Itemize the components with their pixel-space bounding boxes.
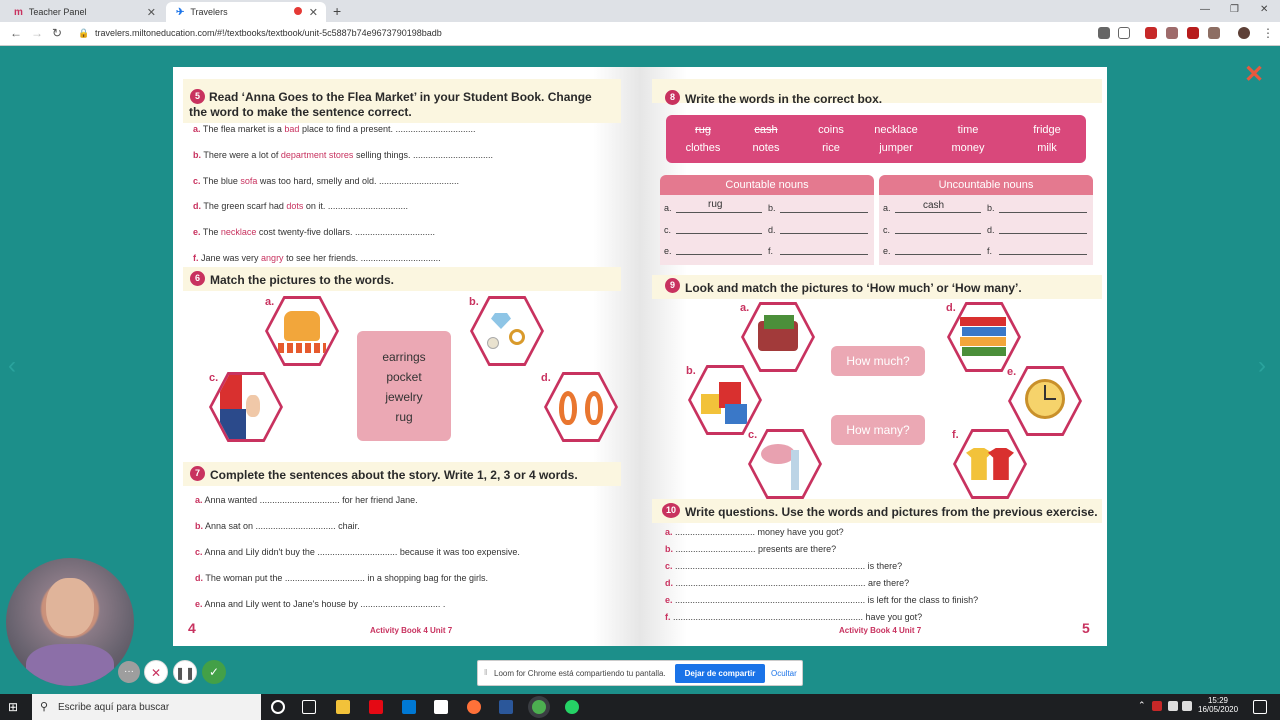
picture-label: a. <box>740 302 750 314</box>
answer-line <box>999 233 1087 234</box>
bank-word: necklace <box>874 124 918 136</box>
reload-icon[interactable]: ↻ <box>52 26 63 40</box>
notifications-icon[interactable] <box>1253 700 1267 714</box>
next-page-icon[interactable]: › <box>1258 352 1266 379</box>
mail-icon[interactable] <box>402 700 416 714</box>
question-line: b. ................................ presents are there? <box>665 544 837 554</box>
question-line: a. ................................ money have you got? <box>665 527 844 537</box>
answer-line <box>676 212 762 213</box>
extension-icon[interactable] <box>1187 27 1199 39</box>
exercise-title: Write the words in the correct box. <box>685 92 883 106</box>
avatar[interactable] <box>1238 27 1250 39</box>
exercise-title: Match the pictures to the words. <box>210 273 395 287</box>
left-page <box>173 67 640 646</box>
exercise-title: Read ‘Anna Goes to the Flea Market’ in your Student Book. Change the word to make the sentence correct. <box>189 90 592 119</box>
how-much-box: How much? <box>831 346 925 376</box>
previous-page-icon[interactable]: ‹ <box>8 352 16 379</box>
firefox-icon[interactable] <box>467 700 481 714</box>
tray-icon[interactable] <box>1152 701 1162 711</box>
netflix-icon[interactable] <box>369 700 383 714</box>
exercise-number: 10 <box>662 503 680 518</box>
answer-letter: a. <box>664 203 672 213</box>
address-bar <box>0 22 1280 46</box>
armchair-picture <box>265 296 339 366</box>
bank-word: coins <box>818 124 844 136</box>
bank-word: fridge <box>1033 124 1061 136</box>
question-line: c. ............................................................................ is there? <box>665 561 903 571</box>
answer-line <box>895 233 981 234</box>
answer-letter: e. <box>664 246 672 256</box>
word-item: rug <box>395 410 413 424</box>
countable-nouns-table <box>660 175 874 265</box>
webcam-face <box>46 578 94 636</box>
sentence-line: e. The necklace cost twenty-five dollars. ................................ <box>193 227 435 237</box>
extension-icon[interactable] <box>1166 27 1178 39</box>
picture-label: c. <box>209 372 219 384</box>
answer-letter: b. <box>987 203 995 213</box>
security-icon[interactable] <box>434 700 448 714</box>
windows-start-icon[interactable]: ⊞ <box>8 700 19 714</box>
windows-taskbar <box>0 694 1280 720</box>
tab-bar <box>0 0 1280 22</box>
bank-word: jumper <box>879 142 913 154</box>
textbook-spread <box>173 67 1107 646</box>
close-tab-icon[interactable]: ✕ <box>146 7 156 19</box>
question-line: e. ............................................................................ is left for the class to finish? <box>665 595 979 605</box>
bank-word: rug <box>695 124 711 136</box>
answer-line <box>999 212 1087 213</box>
taskbar-clock[interactable] <box>1198 696 1238 714</box>
wallet-picture <box>741 302 815 372</box>
sentence-line: d. The green scarf had dots on it. ................................ <box>193 201 408 211</box>
word-item: pocket <box>386 370 422 384</box>
picture-label: b. <box>469 296 479 308</box>
clock-date: 16/05/2020 <box>1198 705 1239 714</box>
picture-label: a. <box>265 296 275 308</box>
network-icon[interactable] <box>1182 701 1192 711</box>
maximize-icon[interactable]: ❐ <box>1230 4 1239 15</box>
answer-line <box>780 254 868 255</box>
bank-word: rice <box>822 142 840 154</box>
new-tab-icon[interactable]: + <box>333 3 342 19</box>
answer-line <box>676 233 762 234</box>
recording-icon <box>294 7 302 15</box>
question-line: d. ............................................................................ are there? <box>665 578 910 588</box>
exercise-title: Look and match the pictures to ‘How much’ or ‘How many’. <box>685 281 1022 295</box>
answer-line <box>780 233 868 234</box>
chevron-up-icon[interactable]: ⌃ <box>1138 700 1146 710</box>
sentence-line: a. The flea market is a bad place to find a present. ................................ <box>193 124 476 134</box>
page-footer: Activity Book 4 Unit 7 <box>370 626 453 635</box>
word-box <box>357 331 451 441</box>
clock-picture <box>1008 366 1082 436</box>
water-picture <box>748 429 822 499</box>
bank-word: notes <box>752 142 780 154</box>
word-icon[interactable] <box>499 700 513 714</box>
bank-word: money <box>951 142 985 154</box>
picture-label: f. <box>952 429 959 441</box>
viewer-page <box>0 46 1280 694</box>
dropbox-icon[interactable] <box>1168 701 1178 711</box>
sentence-line: f. Jane was very angry to see her friends. ................................ <box>193 253 441 263</box>
exercise-number: 8 <box>665 90 680 105</box>
picture-label: d. <box>541 372 551 384</box>
forward-icon[interactable]: → <box>31 26 43 40</box>
cancel-recording-icon[interactable]: ✕ <box>144 660 168 684</box>
exercise-title: Write questions. Use the words and pictures from the previous exercise. <box>685 505 1098 519</box>
jewelry-picture <box>470 296 544 366</box>
more-icon[interactable]: ··· <box>118 661 140 683</box>
tab-label: Travelers <box>190 7 228 17</box>
answer-text: rug <box>708 199 723 210</box>
page-number: 4 <box>188 620 196 636</box>
lock-icon: 🔒 <box>78 28 90 38</box>
tab-travelers[interactable] <box>166 2 326 22</box>
loom-message: Loom for Chrome está compartiendo tu pantalla. <box>494 669 666 678</box>
answer-letter: a. <box>883 203 891 213</box>
right-page <box>640 67 1107 646</box>
answer-letter: f. <box>987 246 993 256</box>
m-logo-icon: m <box>14 6 23 18</box>
answer-line <box>895 212 981 213</box>
answer-letter: b. <box>768 203 776 213</box>
taskbar-search[interactable] <box>32 694 261 720</box>
presents-picture <box>688 365 762 435</box>
close-tab-icon[interactable]: ✕ <box>308 7 318 19</box>
travelers-logo-icon: ✈ <box>176 6 185 18</box>
tab-teacher-panel[interactable] <box>4 2 164 22</box>
exercise-title: Complete the sentences about the story. Write 1, 2, 3 or 4 words. <box>210 468 578 482</box>
table-header: Countable nouns <box>660 175 874 195</box>
books-picture <box>947 302 1021 372</box>
bank-word: milk <box>1037 142 1057 154</box>
hide-button[interactable]: Ocultar <box>771 669 797 678</box>
exercise-number: 9 <box>665 278 680 293</box>
exercise-number: 7 <box>190 466 205 481</box>
close-icon[interactable]: ✕ <box>1244 61 1265 88</box>
menu-icon[interactable]: ⋮ <box>1262 26 1274 40</box>
table-header: Uncountable nouns <box>879 175 1093 195</box>
answer-letter: d. <box>987 225 995 235</box>
sentence-line: b. There were a lot of department stores selling things. ................................ <box>193 150 493 160</box>
minimize-icon[interactable]: — <box>1200 4 1210 15</box>
bookmark-star-icon[interactable] <box>1118 27 1130 39</box>
word-item: jewelry <box>385 390 423 404</box>
word-bank <box>666 115 1086 163</box>
picture-label: e. <box>1007 366 1017 378</box>
question-line: f. ............................................................................ have you got? <box>665 612 923 622</box>
sentence-line: a. Anna wanted ................................ for her friend Jane. <box>195 495 418 505</box>
extension-icon[interactable] <box>1145 27 1157 39</box>
answer-line <box>999 254 1087 255</box>
answer-line <box>676 254 762 255</box>
tab-label: Teacher Panel <box>28 7 87 17</box>
page-number: 5 <box>1082 620 1090 636</box>
answer-letter: c. <box>664 225 672 235</box>
drag-handle-icon[interactable]: ‖ <box>484 668 488 677</box>
how-many-box: How many? <box>831 415 925 445</box>
answer-line <box>780 212 868 213</box>
url-field[interactable]: travelers.miltoneducation.com/#!/textbooks/textbook/unit-5c5887b74e9673790198badb <box>95 28 442 38</box>
loom-sharing-bar <box>477 660 803 686</box>
finish-recording-icon[interactable]: ✓ <box>202 660 226 684</box>
picture-label: c. <box>748 429 758 441</box>
sentence-line: b. Anna sat on ................................ chair. <box>195 521 360 531</box>
earrings-picture <box>544 372 618 442</box>
search-icon: ⚲ <box>40 701 49 713</box>
cortana-icon[interactable] <box>271 700 285 714</box>
tshirts-picture <box>953 429 1027 499</box>
pause-icon[interactable]: ❚❚ <box>173 660 197 684</box>
answer-line <box>895 254 981 255</box>
stop-sharing-button[interactable]: Dejar de compartir <box>675 664 765 683</box>
close-window-icon[interactable]: ✕ <box>1260 4 1269 15</box>
bank-word: cash <box>754 124 778 136</box>
webcam-bubble[interactable] <box>6 558 134 686</box>
sentence-line: c. The blue sofa was too hard, smelly and old. ................................ <box>193 176 459 186</box>
picture-label: d. <box>946 302 956 314</box>
answer-letter: f. <box>768 246 774 256</box>
exercise-number: 5 <box>190 89 205 104</box>
bank-word: time <box>957 124 979 136</box>
camera-icon[interactable] <box>1098 27 1110 39</box>
sentence-line: c. Anna and Lily didn't buy the ................................ because it was too expensive. <box>195 547 520 557</box>
answer-letter: c. <box>883 225 891 235</box>
uncountable-nouns-table <box>879 175 1093 265</box>
whatsapp-icon[interactable] <box>565 700 579 714</box>
chrome-icon[interactable] <box>532 700 546 714</box>
clock-time: 15:29 <box>1207 696 1229 705</box>
answer-text: cash <box>923 200 945 211</box>
sentence-line: e. Anna and Lily went to Jane's house by ................................ . <box>195 599 446 609</box>
word-item: earrings <box>382 350 426 364</box>
task-view-icon[interactable] <box>302 700 316 714</box>
file-explorer-icon[interactable] <box>336 700 350 714</box>
answer-letter: e. <box>883 246 891 256</box>
sentence-line: d. The woman put the ................................ in a shopping bag for the girls. <box>195 573 488 583</box>
bank-word: clothes <box>685 142 721 154</box>
pocket-picture <box>209 372 283 442</box>
picture-label: b. <box>686 365 696 377</box>
extension-icon[interactable] <box>1208 27 1220 39</box>
exercise-number: 6 <box>190 271 205 286</box>
back-icon[interactable]: ← <box>10 26 22 40</box>
webcam-shirt <box>26 644 114 686</box>
answer-letter: d. <box>768 225 776 235</box>
search-placeholder: Escribe aquí para buscar <box>58 702 170 713</box>
page-footer: Activity Book 4 Unit 7 <box>839 626 922 635</box>
